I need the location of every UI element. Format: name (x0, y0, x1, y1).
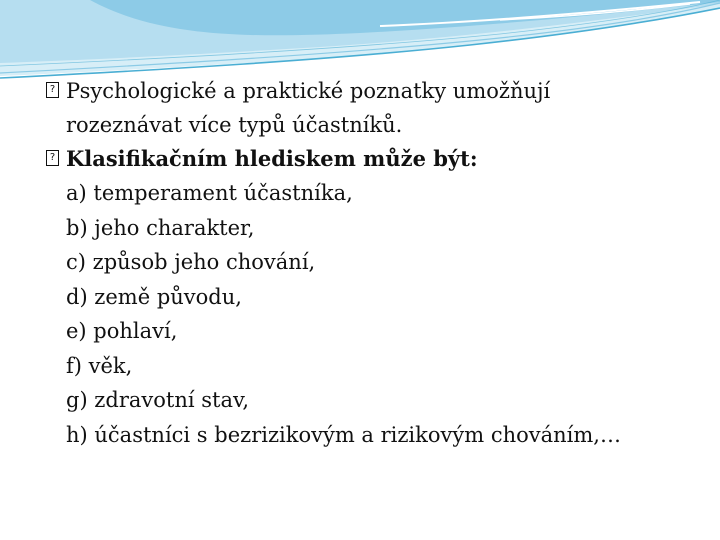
list-item: c) způsob jeho chování, (66, 250, 316, 274)
slide-content (46, 74, 706, 452)
replacement-glyph-icon: ? (46, 82, 59, 98)
header-wave-decoration (0, 0, 720, 85)
paragraph-1-line-2: rozeznávat více typů účastníků. (66, 113, 403, 137)
list-item: h) účastníci s bezrizikovým a rizikovým chováním,… (66, 422, 621, 447)
classification-list (46, 176, 706, 452)
list-item: d) země původu, (66, 284, 242, 309)
list-item: b) jeho charakter, (66, 215, 255, 240)
replacement-glyph-icon: ? (46, 150, 59, 166)
list-item: e) pohlaví, (66, 319, 178, 343)
paragraph-2 (46, 142, 706, 176)
list-item: g) zdravotní stav, (66, 388, 250, 412)
classification-heading: Klasifikačním hlediskem může být: (66, 146, 478, 171)
paragraph-1-line-1: Psychologické a praktické poznatky umožňují (66, 79, 551, 103)
list-item: f) věk, (66, 353, 133, 378)
list-item: a) temperament účastníka, (66, 181, 353, 205)
paragraph-1 (46, 74, 706, 142)
